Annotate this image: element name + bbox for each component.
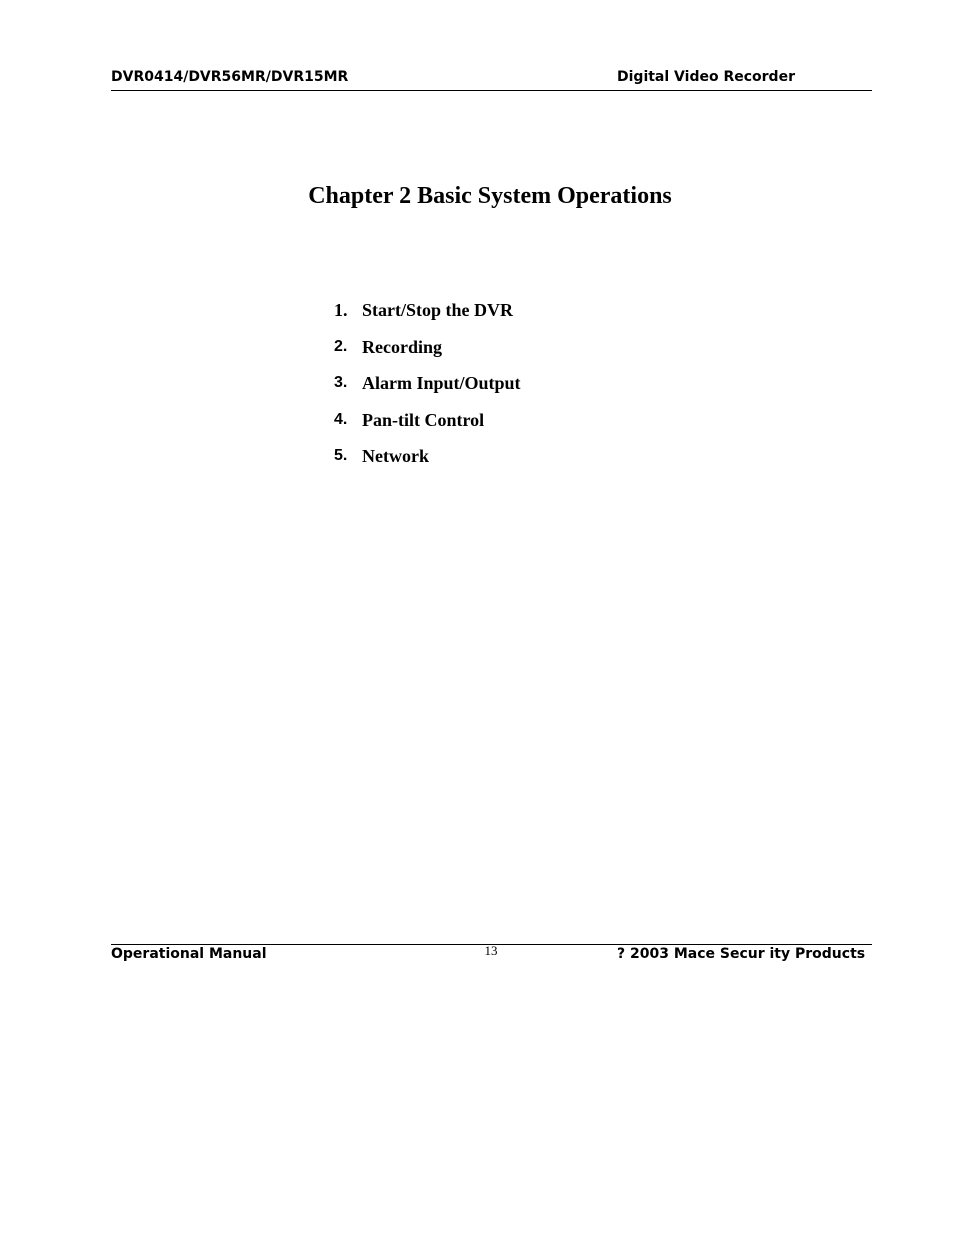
list-item-number: 3. <box>334 374 348 391</box>
list-item-label: Pan-tilt Control <box>362 409 485 430</box>
list-item-number: 4. <box>334 410 348 428</box>
list-item-label: Network <box>362 446 429 466</box>
list-item-number: 2. <box>334 337 348 355</box>
list-item <box>334 335 521 372</box>
list-item-label: Alarm Input/Output <box>362 373 521 393</box>
list-item-label: Recording <box>362 336 442 357</box>
footer-manual-title: Operational Manual <box>111 946 267 962</box>
header-rule <box>111 90 872 91</box>
header-model-numbers: DVR0414/DVR56MR/DVR15MR <box>111 69 349 85</box>
chapter-title: Chapter 2 Basic System Operations <box>308 183 672 209</box>
list-item-number: 5. <box>334 447 348 464</box>
list-item-label: Start/Stop the DVR <box>362 300 513 320</box>
list-item-number: 1. <box>334 300 348 320</box>
list-item <box>334 408 521 445</box>
page-number: 13 <box>484 943 498 958</box>
list-item <box>334 444 521 481</box>
chapter-contents-list <box>334 298 521 481</box>
list-item <box>334 371 521 408</box>
list-item <box>334 298 521 335</box>
header-product-name: Digital Video Recorder <box>617 69 795 85</box>
footer-copyright: ? 2003 Mace Secur ity Products <box>617 946 866 962</box>
